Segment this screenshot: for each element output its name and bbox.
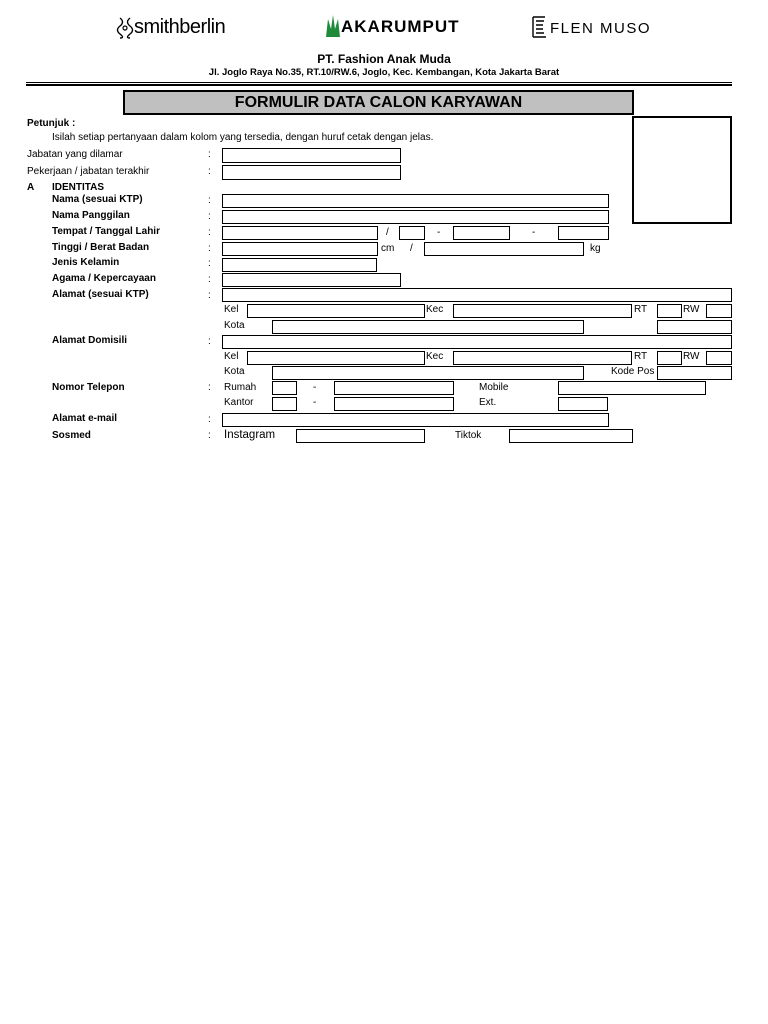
domisili-kodepos-input[interactable] (657, 366, 732, 380)
kel-label: Kel (224, 351, 239, 362)
domisili-kota-input[interactable] (272, 366, 584, 380)
kg-unit: kg (590, 243, 601, 254)
company-name: PT. Fashion Anak Muda (317, 52, 451, 66)
slash-separator: / (410, 243, 413, 254)
tinggi-label: Tinggi / Berat Badan (52, 242, 150, 253)
colon: : (208, 211, 211, 222)
colon: : (208, 430, 211, 441)
nama-input[interactable] (222, 194, 609, 208)
rumah-kode-input[interactable] (272, 381, 297, 395)
section-letter: A (27, 182, 35, 193)
instagram-input[interactable] (296, 429, 425, 443)
colon: : (208, 414, 211, 425)
kantor-nomor-input[interactable] (334, 397, 454, 411)
rw-label: RW (683, 304, 700, 315)
kantor-label: Kantor (224, 397, 254, 408)
tahun-input[interactable] (558, 226, 609, 240)
smithberlin-emblem-icon (116, 16, 134, 40)
mobile-input[interactable] (558, 381, 706, 395)
kode-pos-label: Kode Pos (611, 366, 655, 377)
rw-label: RW (683, 351, 700, 362)
panggilan-input[interactable] (222, 210, 609, 224)
dash-separator: - (532, 227, 536, 238)
berat-input[interactable] (424, 242, 584, 256)
colon: : (208, 258, 211, 269)
jabatan-label: Jabatan yang dilamar (27, 149, 123, 160)
kantor-kode-input[interactable] (272, 397, 297, 411)
domisili-rt-input[interactable] (657, 351, 682, 365)
alamat-domisili-input[interactable] (222, 335, 732, 349)
kota-label: Kota (224, 320, 245, 331)
tanggal-input[interactable] (399, 226, 425, 240)
dash-separator: - (437, 227, 441, 238)
agama-input[interactable] (222, 273, 401, 287)
jabatan-input[interactable] (222, 148, 401, 163)
nama-label: Nama (sesuai KTP) (52, 194, 143, 205)
kec-label: Kec (426, 351, 444, 362)
company-address: Jl. Joglo Raya No.35, RT.10/RW.6, Joglo, Kec. Kembangan, Kota Jakarta Barat (208, 67, 560, 78)
alamat-ktp-rw-input[interactable] (706, 304, 732, 318)
colon: : (208, 290, 211, 301)
tempat-lahir-input[interactable] (222, 226, 378, 240)
colon: : (208, 195, 211, 206)
kelamin-input[interactable] (222, 258, 377, 272)
alamat-ktp-label: Alamat (sesuai KTP) (52, 289, 149, 300)
sosmed-label: Sosmed (52, 430, 91, 441)
rumah-nomor-input[interactable] (334, 381, 454, 395)
instruction-text: Isilah setiap pertanyaan dalam kolom yang tersedia, dengan huruf cetak dengan jelas. (52, 132, 434, 143)
dash-separator: - (313, 397, 317, 408)
header-divider (26, 82, 732, 83)
akarumput-wordmark: AKARUMPUT (341, 17, 460, 36)
flenmuso-wordmark: FLEN MUSO (550, 20, 652, 37)
smithberlin-wordmark: smithberlin (134, 16, 226, 38)
alamat-ktp-kota-input[interactable] (272, 320, 584, 334)
alamat-ktp-rt-input[interactable] (657, 304, 682, 318)
dash-separator: - (313, 382, 317, 393)
colon: : (208, 227, 211, 238)
colon: : (208, 336, 211, 347)
alamat-ktp-kel-input[interactable] (247, 304, 425, 318)
grass-icon (326, 15, 340, 37)
alamat-domisili-label: Alamat Domisili (52, 335, 128, 346)
domisili-rw-input[interactable] (706, 351, 732, 365)
section-title: IDENTITAS (52, 182, 105, 193)
rumah-label: Rumah (224, 382, 257, 393)
ext-input[interactable] (558, 397, 608, 411)
rt-label: RT (634, 304, 648, 315)
tiktok-label: Tiktok (455, 430, 482, 441)
alamat-ktp-input[interactable] (222, 288, 732, 302)
domisili-kel-input[interactable] (247, 351, 425, 365)
pekerjaan-input[interactable] (222, 165, 401, 180)
kel-label: Kel (224, 304, 239, 315)
pekerjaan-label: Pekerjaan / jabatan terakhir (27, 166, 150, 177)
panggilan-label: Nama Panggilan (52, 210, 130, 221)
instruction-heading: Petunjuk : (27, 118, 76, 129)
telepon-label: Nomor Telepon (52, 382, 125, 393)
slash-separator: / (386, 227, 389, 238)
header-divider-thick (26, 84, 732, 86)
colon: : (208, 149, 211, 160)
rt-label: RT (634, 351, 648, 362)
email-label: Alamat e-mail (52, 413, 118, 424)
tiktok-input[interactable] (509, 429, 633, 443)
mobile-label: Mobile (479, 382, 509, 393)
ttl-label: Tempat / Tanggal Lahir (52, 226, 160, 237)
tinggi-input[interactable] (222, 242, 378, 256)
instagram-label: Instagram (224, 429, 276, 441)
flen-emblem-icon (531, 15, 549, 39)
kelamin-label: Jenis Kelamin (52, 257, 120, 268)
kota-label: Kota (224, 366, 245, 377)
photo-box[interactable] (632, 116, 732, 224)
colon: : (208, 382, 211, 393)
form-title: FORMULIR DATA CALON KARYAWAN (123, 90, 634, 115)
alamat-ktp-kec-input[interactable] (453, 304, 632, 318)
alamat-ktp-kodepos-input[interactable] (657, 320, 732, 334)
colon: : (208, 166, 211, 177)
ext-label: Ext. (479, 397, 497, 408)
email-input[interactable] (222, 413, 609, 427)
colon: : (208, 274, 211, 285)
domisili-kec-input[interactable] (453, 351, 632, 365)
bulan-input[interactable] (453, 226, 510, 240)
colon: : (208, 243, 211, 254)
kec-label: Kec (426, 304, 444, 315)
cm-unit: cm (381, 243, 395, 254)
agama-label: Agama / Kepercayaan (52, 273, 156, 284)
